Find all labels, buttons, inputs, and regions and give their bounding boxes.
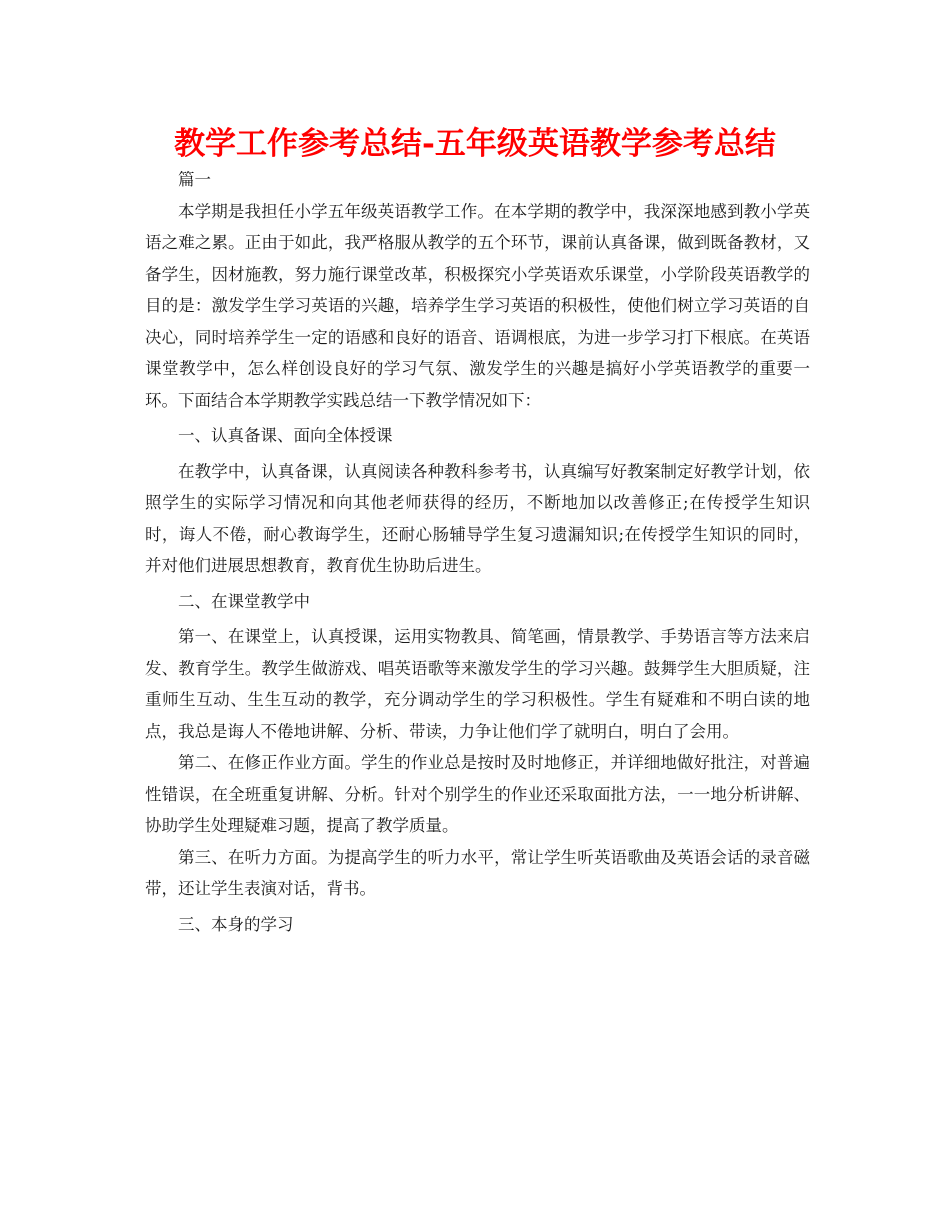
section-label: 篇一 <box>178 170 211 189</box>
document-title: 教学工作参考总结-五年级英语教学参考总结 <box>174 126 776 162</box>
section-heading: 一、认真备课、面向全体授课 <box>178 426 393 445</box>
body-paragraph: 第二、在修正作业方面。学生的作业总是按时及时地修正，并详细地做好批注，对普遍性错误，在全班重复讲解、分析。针对个别学生的作业还采取面批方法，一一地分析讲解、协助学生处理疑难习题，提高了教学质量。 <box>145 753 810 835</box>
body-paragraph: 第一、在课堂上，认真授课，运用实物教具、简笔画，情景教学、手势语言等方法来启发、教育学生。教学生做游戏、唱英语歌等来激发学生的学习兴趣。鼓舞学生大胆质疑，注重师生互动、生生互动的教学，充分调动学生的学习积极性。学生有疑难和不明白读的地点，我总是诲人不倦地讲解、分析、带读，力争让他们学了就明白，明白了会用。 <box>145 627 810 741</box>
body-paragraph: 本学期是我担任小学五年级英语教学工作。在本学期的教学中，我深深地感到教小学英语之难之累。正由于如此，我严格服从教学的五个环节，课前认真备课，做到既备教材，又备学生，因材施教，努力施行课堂改革，积极探究小学英语欢乐课堂，小学阶段英语教学的目的是：激发学生学习英语的兴趣，培养学生学习英语的积极性，使他们树立学习英语的自决心，同时培养学生一定的语感和良好的语音、语调根底，为进一步学习打下根底。在英语课堂教学中，怎么样创设良好的学习气氛、激发学生的兴趣是搞好小学英语教学的重要一环。下面结合本学期教学实践总结一下教学情况如下： <box>145 201 810 410</box>
document-body <box>145 164 810 944</box>
section-heading: 二、在课堂教学中 <box>178 591 310 611</box>
section-heading: 三、本身的学习 <box>178 914 294 934</box>
body-paragraph: 第三、在听力方面。为提高学生的听力水平，常让学生听英语歌曲及英语会话的录音磁带，还让学生表演对话，背书。 <box>145 847 810 898</box>
body-paragraph: 在教学中，认真备课，认真阅读各种教科参考书，认真编写好教案制定好教学计划，依照学生的实际学习情况和向其他老师获得的经历，不断地加以改善修正;在传授学生知识时，诲人不倦，耐心教诲学生，还耐心肠辅导学生复习遗漏知识;在传授学生知识的同时，并对他们进展思想教育，教育优生协助后进生。 <box>145 461 810 575</box>
